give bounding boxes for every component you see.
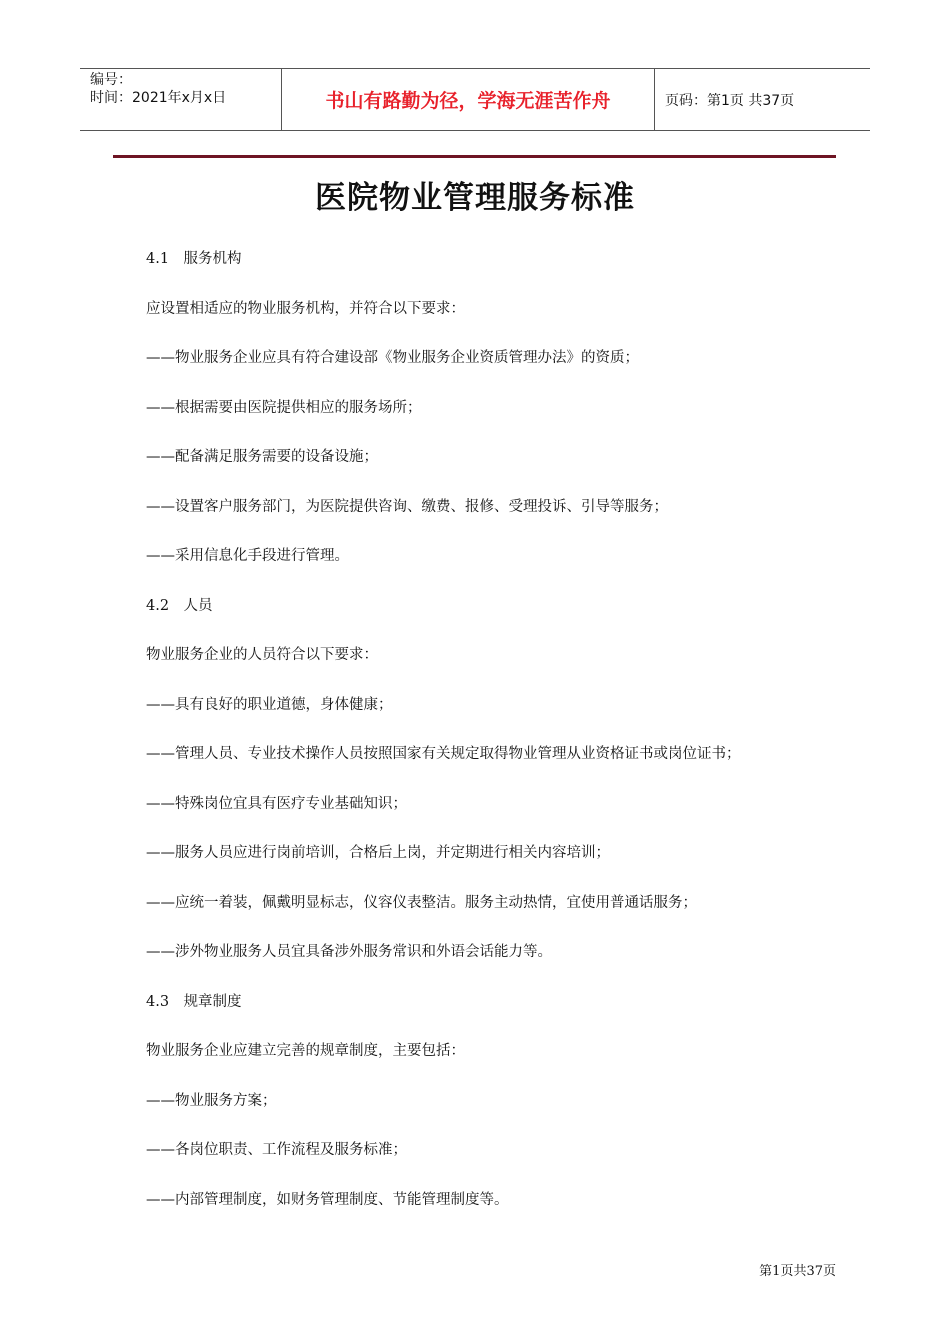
body-line: 应设置相适应的物业服务机构，并符合以下要求： <box>146 300 465 317</box>
header-page-info: 页码：第1页 共37页 <box>665 92 795 109</box>
body-line: ——应统一着装，佩戴明显标志，仪容仪表整洁。服务主动热情，宜使用普通话服务； <box>146 894 697 911</box>
body-line: 4.2 人员 <box>146 597 213 614</box>
body-line: 4.3 规章制度 <box>146 993 242 1010</box>
body-line: ——具有良好的职业道德，身体健康； <box>146 696 393 713</box>
body-line: ——根据需要由医院提供相应的服务场所； <box>146 399 422 416</box>
time-label: 时间：2021年x月x日 <box>90 90 227 106</box>
body-line: ——内部管理制度，如财务管理制度、节能管理制度等。 <box>146 1191 509 1208</box>
body-line: ——物业服务方案； <box>146 1092 277 1109</box>
body-line: ——采用信息化手段进行管理。 <box>146 548 349 564</box>
body-line: 物业服务企业应建立完善的规章制度，主要包括： <box>146 1043 465 1059</box>
document-title: 医院物业管理服务标准 <box>315 180 635 216</box>
number-label: 编号： <box>90 72 132 88</box>
title-divider <box>113 155 836 158</box>
body-line: 4.1 服务机构 <box>146 251 242 267</box>
header-meta <box>80 69 282 130</box>
page-footer: 第1页共37页 <box>759 1264 836 1279</box>
body-line: ——物业服务企业应具有符合建设部《物业服务企业资质管理办法》的资质； <box>146 350 639 366</box>
body-line: ——各岗位职责、工作流程及服务标准； <box>146 1142 407 1158</box>
body-line: 物业服务企业的人员符合以下要求： <box>146 647 378 663</box>
document-body <box>146 247 846 1237</box>
body-line: ——设置客户服务部门，为医院提供咨询、缴费、报修、受理投诉、引导等服务； <box>146 498 668 515</box>
header-motto: 书山有路勤为径，学海无涯苦作舟 <box>282 69 655 130</box>
body-line: ——涉外物业服务人员宜具备涉外服务常识和外语会话能力等。 <box>146 944 552 960</box>
body-line: ——服务人员应进行岗前培训，合格后上岗，并定期进行相关内容培训； <box>146 845 610 861</box>
body-line: ——特殊岗位宜具有医疗专业基础知识； <box>146 795 407 812</box>
body-line: ——配备满足服务需要的设备设施； <box>146 449 378 465</box>
page-header <box>80 68 870 131</box>
body-line: ——管理人员、专业技术操作人员按照国家有关规定取得物业管理从业资格证书或岗位证书； <box>146 746 741 762</box>
